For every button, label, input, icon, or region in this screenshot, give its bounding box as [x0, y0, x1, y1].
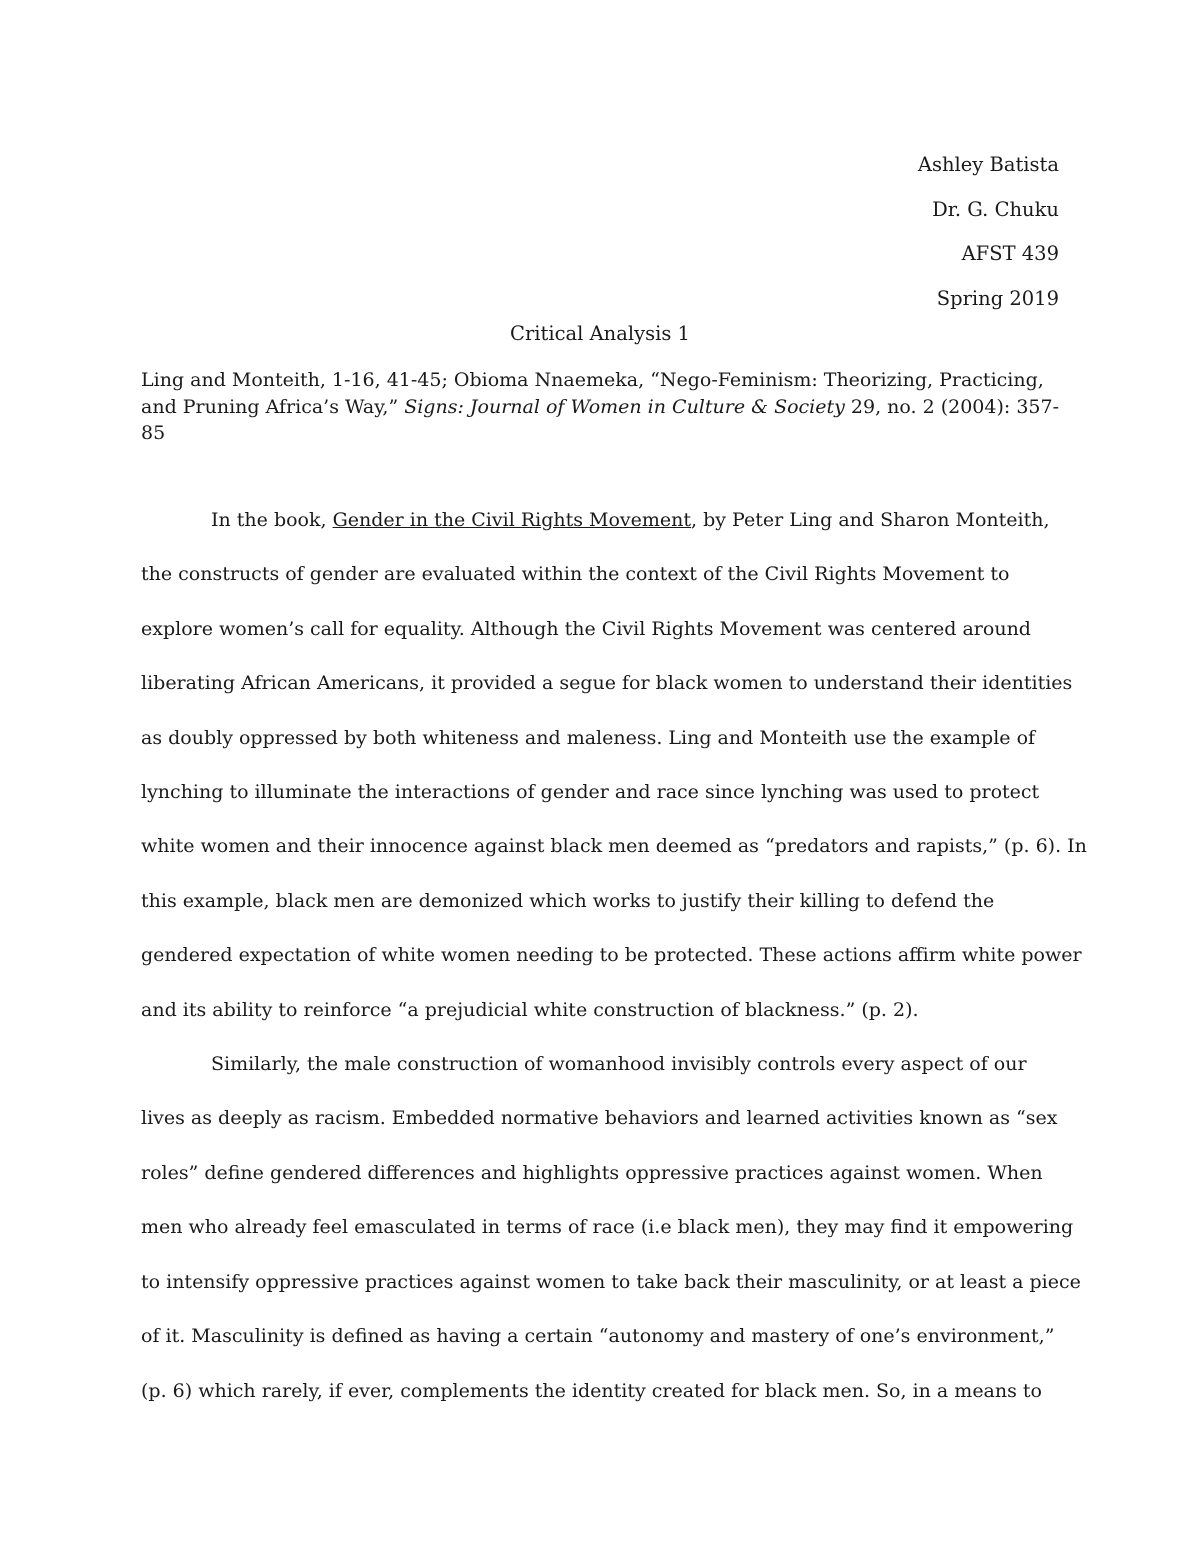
citation-text: 29, no. 2 (2004): 357-: [844, 395, 1060, 418]
journal-title: Signs: Journal of Women in Culture & Society: [404, 395, 845, 418]
body-line: lynching to illuminate the interactions of gender and race since lynching was used to protect: [141, 781, 1040, 804]
document-title: Critical Analysis 1: [510, 322, 690, 345]
body-line: white women and their innocence against black men deemed as “predators and rapists,” (p. 6). In: [141, 835, 1087, 858]
term: Spring 2019: [936, 286, 1059, 310]
body-text: , by Peter Ling and Sharon Monteith,: [691, 509, 1050, 531]
heading-block: [918, 143, 1059, 321]
citation-line: [141, 394, 1061, 421]
paragraph-first-line: Similarly, the male construction of womanhood invisibly controls every aspect of our: [211, 1053, 1027, 1076]
citation-text: and Pruning Africa’s Way,”: [141, 395, 405, 418]
body-line: men who already feel emasculated in terms of race (i.e black men), they may find it empowering: [141, 1216, 1074, 1239]
body-line: the constructs of gender are evaluated within the context of the Civil Rights Movement to: [141, 563, 1010, 586]
course-code: AFST 439: [961, 242, 1059, 266]
body-text: In the book,: [211, 509, 333, 531]
body-line: to intensify oppressive practices against women to take back their masculinity, or at least a piece: [141, 1270, 1081, 1293]
book-title: Gender in the Civil Rights Movement: [332, 509, 692, 531]
body-line: (p. 6) which rarely, if ever, complements the identity created for black men. So, in a means to: [141, 1379, 1042, 1402]
body-line: of it. Masculinity is defined as having a certain “autonomy and mastery of one’s environment,”: [141, 1325, 1055, 1348]
body-line: roles” define gendered differences and highlights oppressive practices against women. When: [141, 1161, 1043, 1184]
body-line: gendered expectation of white women needing to be protected. These actions affirm white power: [141, 944, 1082, 967]
body-line: and its ability to reinforce “a prejudicial white construction of blackness.” (p. 2).: [141, 998, 919, 1021]
body-line: this example, black men are demonized which works to justify their killing to defend the: [141, 889, 995, 912]
body-line: lives as deeply as racism. Embedded normative behaviors and learned activities known as “sex: [141, 1107, 1058, 1130]
paragraph-first-line: [141, 493, 1061, 547]
citation: [141, 367, 1061, 447]
essay-body: [141, 493, 1087, 1418]
citation-line: Ling and Monteith, 1-16, 41-45; Obioma Nnaemeka, “Nego-Feminism: Theorizing, Practicing,: [141, 369, 1044, 391]
citation-line: 85: [141, 422, 166, 444]
body-line: explore women’s call for equality. Although the Civil Rights Movement was centered around: [141, 617, 1031, 640]
author-name: Ashley Batista: [917, 153, 1059, 176]
body-line: liberating African Americans, it provided a segue for black women to understand their identities: [141, 672, 1073, 695]
body-line: as doubly oppressed by both whiteness and maleness. Ling and Monteith use the example of: [141, 726, 1036, 749]
instructor-name: Dr. G. Chuku: [932, 197, 1059, 221]
